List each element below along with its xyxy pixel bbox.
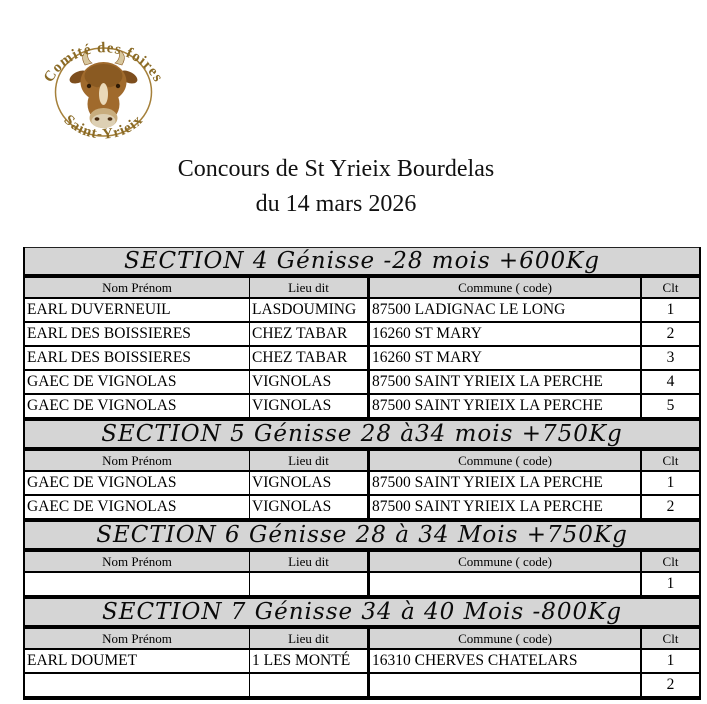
cell-nom-prenom: EARL DUVERNEUIL [25, 299, 250, 321]
cell-clt: 2 [666, 498, 675, 515]
cell-clt: 5 [666, 397, 675, 414]
column-header-row [25, 552, 699, 573]
column-header-row [25, 629, 699, 650]
section [23, 520, 701, 597]
cell-nom-prenom: EARL DOUMET [25, 650, 250, 672]
cell-nom-prenom: GAEC DE VIGNOLAS [25, 496, 250, 518]
section [23, 597, 701, 700]
page-subtitle: du 14 mars 2026 [255, 191, 417, 217]
cell-clt: 1 [666, 652, 675, 669]
cell-lieu-dit: CHEZ TABAR [250, 323, 370, 345]
column-header-lieu-dit: Lieu dit [250, 629, 370, 648]
column-header-lieu-dit: Lieu dit [250, 552, 370, 571]
cell-clt: 4 [666, 373, 675, 390]
committee-logo [36, 34, 171, 146]
logo-text-bottom: Saint-Yrieix [60, 112, 147, 143]
cell-commune: 87500 LADIGNAC LE LONG [370, 299, 642, 321]
table-row [25, 573, 699, 597]
cell-nom-prenom: GAEC DE VIGNOLAS [25, 395, 250, 417]
cell-nom-prenom: GAEC DE VIGNOLAS [25, 371, 250, 393]
cell-clt: 1 [666, 575, 675, 592]
cell-commune [370, 573, 642, 595]
cell-commune: 87500 SAINT YRIEIX LA PERCHE [370, 371, 642, 393]
cell-commune: 87500 SAINT YRIEIX LA PERCHE [370, 472, 642, 494]
cell-lieu-dit [250, 573, 370, 595]
column-header-nom-prenom: Nom Prénom [25, 629, 250, 648]
cell-commune [370, 674, 642, 696]
cell-lieu-dit [250, 674, 370, 696]
table-row [25, 472, 699, 496]
cell-clt: 2 [666, 676, 675, 693]
column-header-lieu-dit: Lieu dit [250, 451, 370, 470]
table-row [25, 371, 699, 395]
page-title: Concours de St Yrieix Bourdelas [177, 156, 495, 182]
column-header-nom-prenom: Nom Prénom [25, 552, 250, 571]
table-row [25, 496, 699, 520]
section-title [25, 520, 699, 552]
column-header-commune: Commune ( code) [370, 451, 642, 470]
cell-commune: 87500 SAINT YRIEIX LA PERCHE [370, 496, 642, 518]
cell-lieu-dit: CHEZ TABAR [250, 347, 370, 369]
section-title-label: SECTION 6 Génisse 28 à 34 Mois +750Kg [96, 522, 628, 548]
section-title [25, 247, 699, 278]
cell-nom-prenom [25, 573, 250, 595]
cell-lieu-dit: VIGNOLAS [250, 496, 370, 518]
cell-lieu-dit: VIGNOLAS [250, 395, 370, 417]
table-row [25, 674, 699, 698]
cell-clt: 1 [666, 474, 675, 491]
table-row [25, 299, 699, 323]
cell-lieu-dit: VIGNOLAS [250, 371, 370, 393]
section-title-label: SECTION 5 Génisse 28 à34 mois +750Kg [101, 421, 623, 447]
table-row [25, 395, 699, 419]
column-header-commune: Commune ( code) [370, 629, 642, 648]
column-header-lieu-dit: Lieu dit [250, 278, 370, 297]
section [23, 247, 701, 419]
table-row [25, 650, 699, 674]
results-tables [23, 247, 701, 700]
document-title [0, 152, 672, 222]
column-header-commune: Commune ( code) [370, 552, 642, 571]
cell-nom-prenom: EARL DES BOISSIERES [25, 323, 250, 345]
column-header-nom-prenom: Nom Prénom [25, 451, 250, 470]
section [23, 419, 701, 520]
column-header-clt: Clt [662, 554, 679, 569]
section-title-label: SECTION 7 Génisse 34 à 40 Mois -800Kg [101, 599, 623, 625]
table-row [25, 347, 699, 371]
cell-nom-prenom [25, 674, 250, 696]
column-header-row [25, 451, 699, 472]
cell-nom-prenom: GAEC DE VIGNOLAS [25, 472, 250, 494]
cell-commune: 16310 CHERVES CHATELARS [370, 650, 642, 672]
column-header-clt: Clt [662, 631, 679, 646]
section-title [25, 597, 699, 629]
cell-lieu-dit: 1 LES MONTÉ [250, 650, 370, 672]
cell-lieu-dit: VIGNOLAS [250, 472, 370, 494]
column-header-commune: Commune ( code) [370, 278, 642, 297]
column-header-row [25, 278, 699, 299]
cell-clt: 3 [666, 349, 675, 366]
cell-clt: 2 [666, 325, 675, 342]
section-title [25, 419, 699, 451]
cell-commune: 87500 SAINT YRIEIX LA PERCHE [370, 395, 642, 417]
cell-clt: 1 [666, 301, 675, 318]
column-header-clt: Clt [662, 453, 679, 468]
section-title-label: SECTION 4 Génisse -28 mois +600Kg [123, 248, 601, 274]
column-header-nom-prenom: Nom Prénom [25, 278, 250, 297]
column-header-clt: Clt [662, 280, 679, 295]
cell-nom-prenom: EARL DES BOISSIERES [25, 347, 250, 369]
cell-commune: 16260 ST MARY [370, 347, 642, 369]
cell-lieu-dit: LASDOUMING [250, 299, 370, 321]
cell-commune: 16260 ST MARY [370, 323, 642, 345]
logo-text-top: Comité des foires [40, 40, 167, 86]
table-row [25, 323, 699, 347]
